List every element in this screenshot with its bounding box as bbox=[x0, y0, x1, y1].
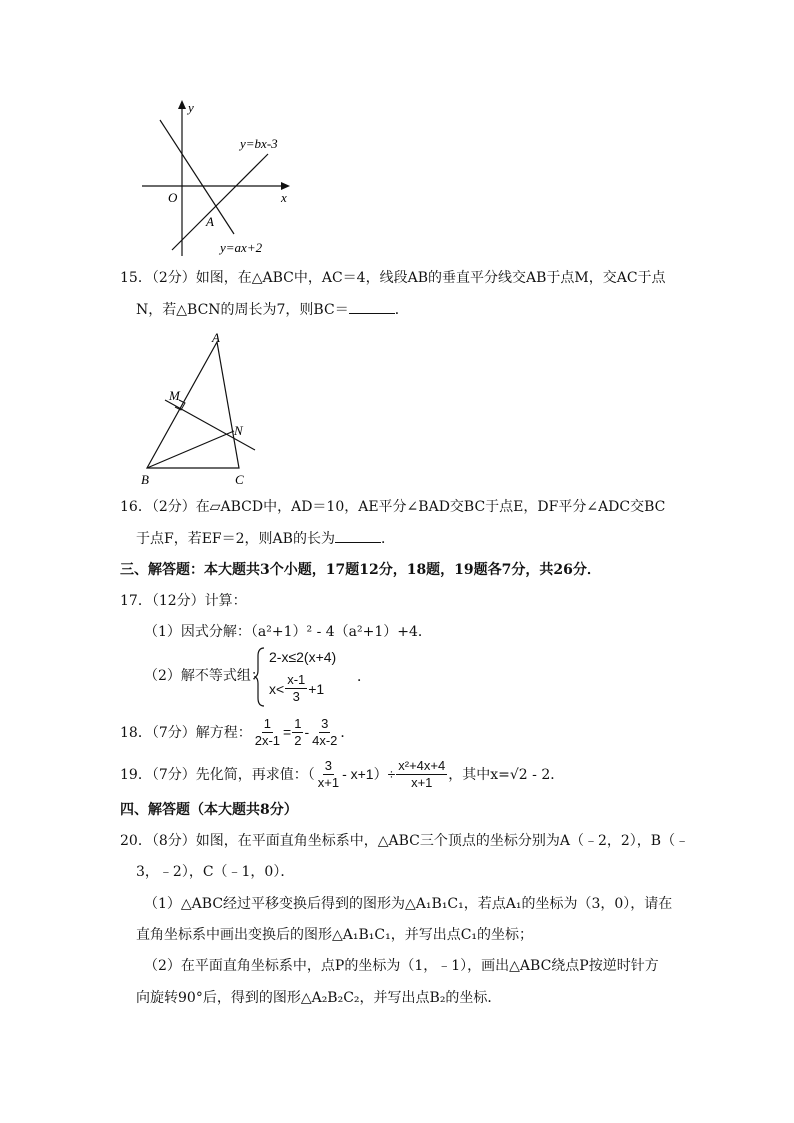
fraction-denominator: 4x-2 bbox=[312, 732, 338, 748]
line-bx-label: y=bx-3 bbox=[240, 136, 278, 151]
line-bx-minus-3 bbox=[172, 154, 268, 250]
q18-minus: - bbox=[304, 724, 310, 740]
q18 bbox=[120, 712, 354, 752]
q17-part1: （1）因式分解：（a²+1）² - 4（a²+1）+4． bbox=[144, 624, 432, 640]
fraction-numerator: 3 bbox=[324, 757, 333, 773]
q16-line2-end: ． bbox=[380, 531, 395, 547]
q19-label: 19．（7分）先化简，再求值：（ bbox=[120, 767, 315, 783]
triangle-abc bbox=[147, 342, 239, 468]
q18-equals: = bbox=[283, 724, 292, 740]
q16-line2 bbox=[136, 528, 395, 549]
fraction-numerator: x-1 bbox=[287, 672, 306, 687]
q15-answer-blank[interactable] bbox=[349, 299, 395, 314]
q15-line1: 15．（2分）如图，在△ABC中，AC＝4，线段AB的垂直平分线交AB于点M，交AC于点 bbox=[120, 270, 666, 286]
q17-title: 17．（12分）计算： bbox=[120, 593, 247, 609]
figure-linear-functions bbox=[130, 96, 310, 260]
fraction-denominator: x+1 bbox=[317, 774, 340, 790]
point-m-label: M bbox=[169, 388, 180, 403]
system-brace bbox=[254, 646, 266, 708]
q19-fraction-2 bbox=[396, 758, 447, 791]
q18-fraction-2 bbox=[292, 716, 303, 749]
inequality-2 bbox=[269, 672, 324, 705]
q17-part2-label: （2）解不等式组： bbox=[144, 668, 265, 684]
point-n-label: N bbox=[234, 423, 243, 438]
fraction-numerator: x²+4x+4 bbox=[398, 757, 446, 773]
section3-heading: 三、解答题：本大题共3个小题，17题12分，18题，19题各7分，共26分． bbox=[120, 562, 601, 578]
q20-line2: 3，﹣2），C（﹣1，0）． bbox=[136, 864, 295, 880]
fraction-numerator: 1 bbox=[294, 715, 302, 731]
q18-label: 18．（7分）解方程： bbox=[120, 725, 252, 741]
line-ax-label: y=ax+2 bbox=[220, 240, 263, 255]
q20-line4: 直角坐标系中画出变换后的图形△A₁B₁C₁，并写出点C₁的坐标； bbox=[136, 927, 534, 943]
section4-heading: 四、解答题（本大题共8分） bbox=[120, 802, 298, 818]
y-axis-label: y bbox=[188, 100, 194, 115]
inequality-1: 2-x≤2(x+4) bbox=[269, 649, 337, 665]
q20-line6: 向旋转90°后，得到的图形△A₂B₂C₂，并写出点B₂的坐标． bbox=[136, 990, 502, 1006]
q16-line2-text: 于点F，若EF＝2，则AB的长为 bbox=[136, 531, 335, 547]
fraction-denominator: x+1 bbox=[411, 774, 433, 790]
q18-end: ． bbox=[340, 725, 355, 741]
q15-line2-end: ． bbox=[394, 302, 409, 318]
segment-bn bbox=[147, 431, 234, 468]
fraction-numerator: 1 bbox=[263, 715, 271, 731]
q19 bbox=[120, 754, 564, 794]
y-axis-arrow bbox=[178, 100, 186, 109]
point-a-label: A bbox=[206, 214, 214, 229]
fraction-denominator: 3 bbox=[292, 689, 300, 704]
q19-middle: - x+1）÷ bbox=[342, 766, 396, 782]
inequality-2-fraction bbox=[285, 672, 307, 705]
q17-part2-end: ． bbox=[357, 669, 371, 685]
x-axis-arrow bbox=[281, 182, 290, 190]
fraction-denominator: 2x-1 bbox=[254, 732, 281, 748]
line-ax-plus-2 bbox=[160, 120, 234, 234]
q15-line2-text: N，若△BCN的周长为7，则BC＝ bbox=[136, 302, 349, 318]
q15-line2 bbox=[136, 299, 409, 320]
q19-condition: ，其中x=√2 - 2． bbox=[448, 767, 565, 783]
vertex-b-label: B bbox=[141, 472, 149, 487]
q20-line1: 20．（8分）如图，在平面直角坐标系中，△ABC三个顶点的坐标分别为A（﹣2，2），B（﹣ bbox=[120, 833, 690, 849]
figure-triangle bbox=[135, 328, 265, 488]
x-axis-label: x bbox=[281, 190, 287, 205]
inequality-2-pre: x< bbox=[269, 680, 285, 697]
q20-line5: （2）在平面直角坐标系中，点P的坐标为（1，﹣1），画出△ABC绕点P按逆时针方 bbox=[144, 958, 659, 974]
q16-answer-blank[interactable] bbox=[335, 528, 381, 543]
q18-fraction-3 bbox=[310, 716, 339, 749]
origin-label: O bbox=[168, 190, 178, 205]
q19-fraction-1 bbox=[316, 758, 341, 791]
fraction-numerator: 3 bbox=[321, 715, 329, 731]
fraction-denominator: 2 bbox=[294, 732, 302, 748]
vertex-c-label: C bbox=[235, 472, 244, 487]
vertex-a-label: A bbox=[212, 330, 220, 345]
q20-line3: （1）△ABC经过平移变换后得到的图形为△A₁B₁C₁，若点A₁的坐标为（3，0），请在 bbox=[144, 896, 673, 912]
q18-fraction-1 bbox=[253, 716, 282, 749]
q16-line1: 16．（2分）在▱ABCD中，AD＝10，AE平分∠BAD交BC于点E，DF平分∠ADC交BC bbox=[120, 499, 666, 515]
inequality-2-post: +1 bbox=[308, 680, 325, 697]
